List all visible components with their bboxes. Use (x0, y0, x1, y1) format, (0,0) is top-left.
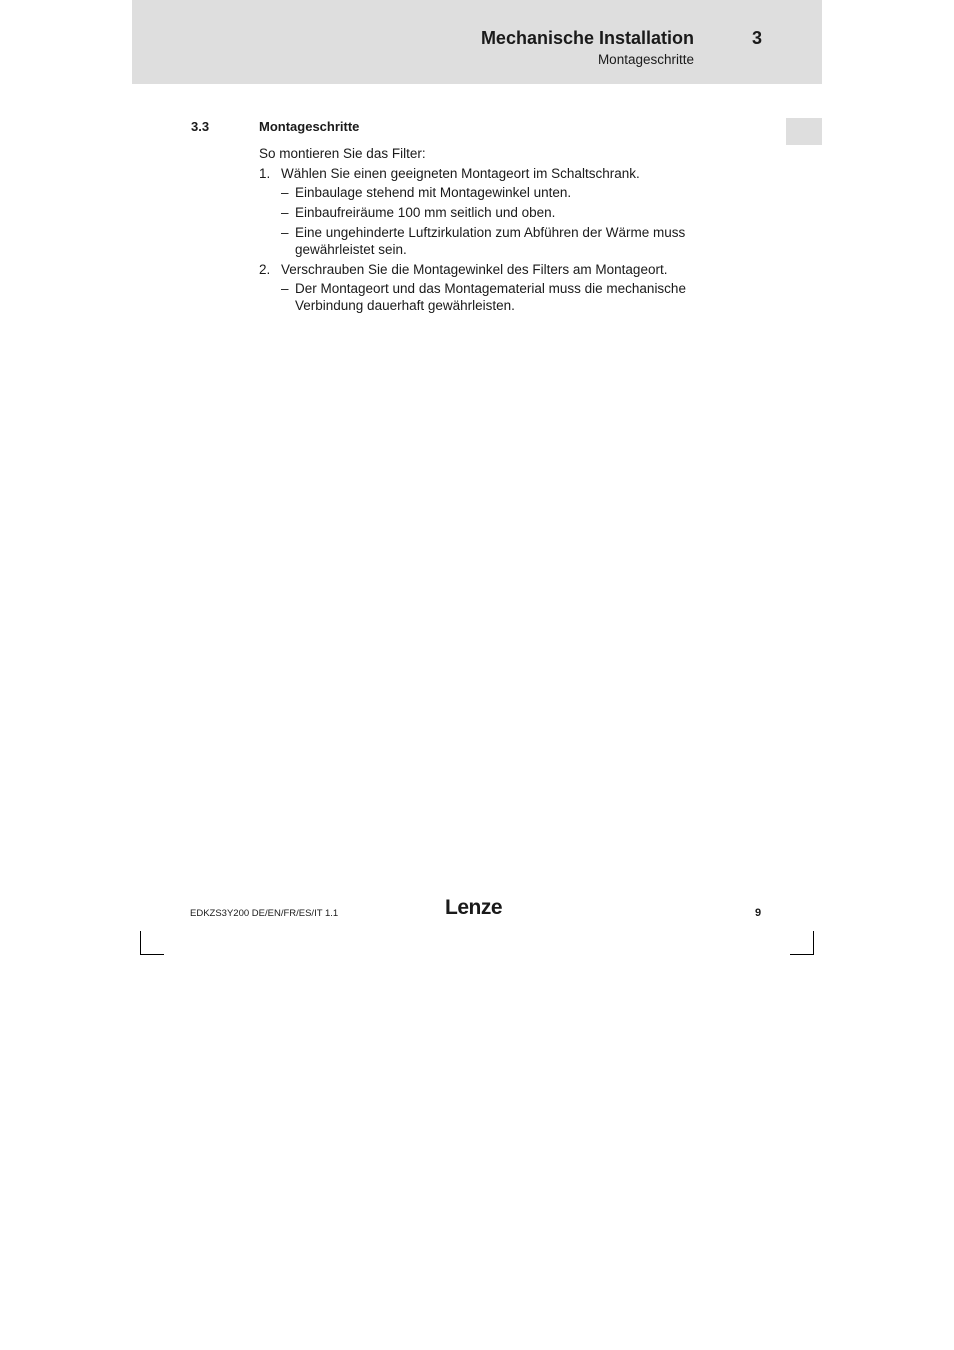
step-number: 1. (259, 166, 271, 181)
section-number: 3.3 (191, 119, 210, 134)
instruction-body (259, 145, 729, 317)
step-number: 2. (259, 262, 271, 277)
substep-item (259, 184, 729, 201)
substep-text: Eine ungehinderte Luftzirkulation zum Abführen der Wärme muss gewährleistet sein. (295, 225, 686, 257)
dash-bullet: – (281, 185, 289, 200)
dash-bullet: – (281, 225, 289, 240)
crop-mark-right-vertical (813, 931, 814, 955)
substep-text: Einbaulage stehend mit Montagewinkel unten. (295, 185, 572, 200)
substep-item (259, 280, 729, 314)
chapter-number: 3 (752, 28, 763, 48)
lenze-logo: Lenze (445, 896, 503, 919)
document-id: EDKZS3Y200 DE/EN/FR/ES/IT 1.1 (190, 908, 339, 919)
crop-mark-left-vertical (140, 931, 141, 955)
substep-item (259, 204, 729, 221)
substep-text: Der Montageort und das Montagematerial muss die mechanische Verbindung dauerhaft gewährleisten. (295, 281, 686, 313)
step-item (259, 165, 729, 182)
crop-mark-right-horizontal (790, 954, 814, 955)
step-item (259, 261, 729, 278)
section-title: Montageschritte (259, 119, 360, 134)
chapter-subtitle: Montageschritte (597, 52, 694, 67)
chapter-title: Mechanische Installation (480, 28, 694, 48)
chapter-side-tab (786, 118, 822, 145)
dash-bullet: – (281, 281, 289, 296)
header-band (132, 0, 822, 84)
crop-mark-left-horizontal (140, 954, 164, 955)
page-number: 9 (755, 907, 762, 919)
dash-bullet: – (281, 205, 289, 220)
step-text: Wählen Sie einen geeigneten Montageort im Schaltschrank. (281, 166, 640, 181)
intro-text: So montieren Sie das Filter: (259, 146, 426, 161)
substep-text: Einbaufreiräume 100 mm seitlich und oben. (295, 205, 556, 220)
step-text: Verschrauben Sie die Montagewinkel des Filters am Montageort. (281, 262, 668, 277)
substep-item (259, 224, 729, 258)
